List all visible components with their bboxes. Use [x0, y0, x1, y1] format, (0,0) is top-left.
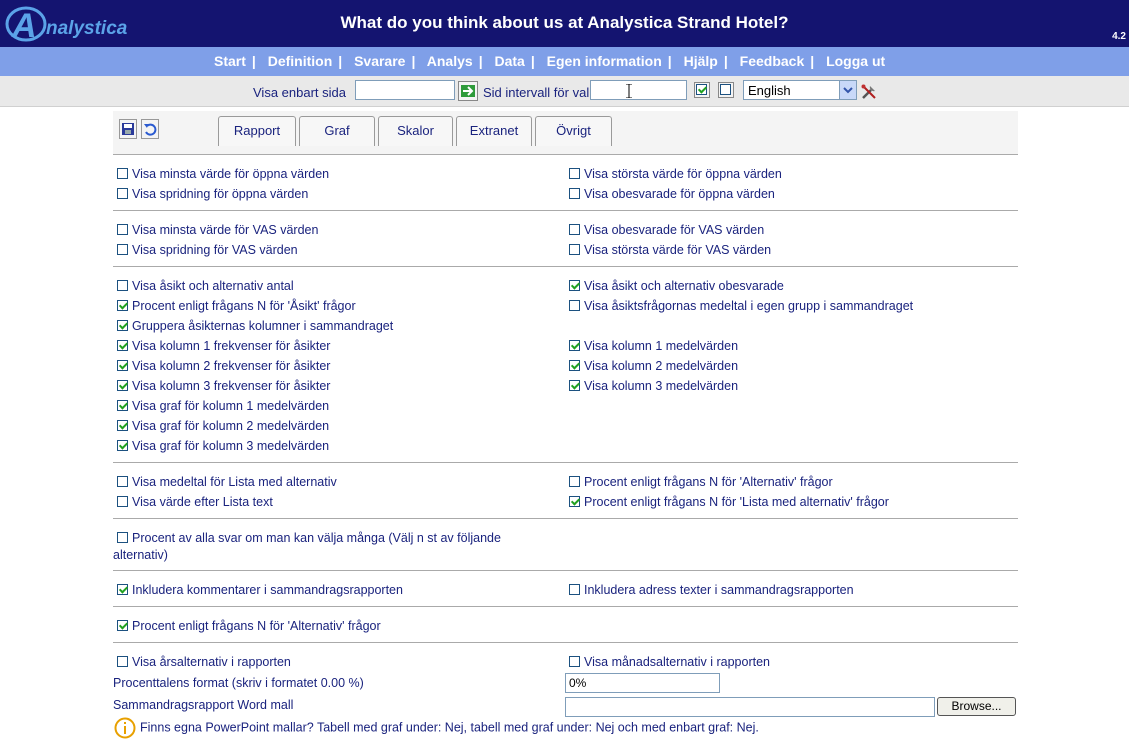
chevron-down-icon: [839, 81, 856, 99]
percent-format-input[interactable]: [565, 673, 720, 693]
undo-icon: [141, 119, 159, 139]
opt-open-unanswered[interactable]: Visa obesvarade för öppna värden: [569, 187, 775, 201]
tab-ovrigt[interactable]: Övrigt: [535, 116, 612, 146]
info-text: Finns egna PowerPoint mallar? Tabell med graf under: Nej, tabell med graf under: Nej och med enbart graf: Nej.: [140, 720, 759, 735]
interval-input[interactable]: [590, 80, 687, 100]
checkbox[interactable]: [117, 420, 128, 431]
word-template-input[interactable]: [565, 697, 935, 717]
checkbox[interactable]: [117, 496, 128, 507]
go-arrow-button[interactable]: [458, 81, 476, 101]
opt-opinion-count[interactable]: Visa åsikt och alternativ antal: [117, 279, 294, 293]
opt-opinion-percent[interactable]: Procent enligt frågans N för 'Åsikt' frågor: [117, 299, 356, 313]
section-divider: [113, 606, 1018, 607]
opt-col2-mean[interactable]: Visa kolumn 2 medelvärden: [569, 359, 738, 373]
checkbox[interactable]: [117, 168, 128, 179]
tab-extranet[interactable]: Extranet: [456, 116, 532, 146]
checkbox[interactable]: [569, 340, 580, 351]
checkbox[interactable]: [569, 496, 580, 507]
opt-open-spread[interactable]: Visa spridning för öppna värden: [117, 187, 308, 201]
opt-include-comments[interactable]: Inkludera kommentarer i sammandragsrapporten: [117, 583, 403, 597]
filter-toolbar: [0, 76, 1129, 107]
checkbox[interactable]: [117, 188, 128, 199]
section-divider: [113, 210, 1018, 211]
checkbox[interactable]: [117, 532, 128, 543]
section-divider: [113, 642, 1018, 643]
opt-col1-mean[interactable]: Visa kolumn 1 medelvärden: [569, 339, 738, 353]
text-cursor-icon: [626, 84, 632, 98]
checkbox[interactable]: [117, 280, 128, 291]
checkbox[interactable]: [569, 656, 580, 667]
browse-button[interactable]: Browse...: [937, 697, 1016, 716]
percent-format-label: Procenttalens format (skriv i formatet 0.00 %): [113, 676, 364, 690]
opt-year-alternatives[interactable]: Visa årsalternativ i rapporten: [117, 655, 291, 669]
checkbox[interactable]: [569, 360, 580, 371]
checkbox[interactable]: [569, 380, 580, 391]
checkbox[interactable]: [569, 244, 580, 255]
opt-col2-freq[interactable]: Visa kolumn 2 frekvenser för åsikter: [117, 359, 330, 373]
opt-vas-spread[interactable]: Visa spridning för VAS värden: [117, 243, 298, 257]
opt-group-columns[interactable]: Gruppera åsikternas kolumner i sammandraget: [117, 319, 393, 333]
toolbar-check-1-frame: [694, 82, 710, 98]
nav-links: Start | Definition | Svarare | Analys | Data | Egen information | Hjälp | Feedback | Logga ut: [214, 53, 886, 69]
checkbox[interactable]: [117, 360, 128, 371]
save-button[interactable]: [119, 119, 137, 139]
interval-label: Sid intervall för val: [483, 85, 590, 100]
nav-analys[interactable]: Analys: [426, 53, 473, 69]
checkbox[interactable]: [569, 168, 580, 179]
nav-egen-information[interactable]: Egen information: [546, 53, 662, 69]
opt-multi-percent-line2: alternativ): [113, 548, 168, 562]
toolbar-check-2-frame: [718, 82, 734, 98]
page-title: What do you think about us at Analystica Strand Hotel?: [340, 13, 789, 32]
opt-alt-percent-2[interactable]: Procent enligt frågans N för 'Alternativ' frågor: [117, 619, 381, 633]
tab-graf[interactable]: Graf: [299, 116, 375, 146]
undo-button[interactable]: [141, 119, 159, 139]
checkbox[interactable]: [117, 476, 128, 487]
opt-opinion-unanswered[interactable]: Visa åsikt och alternativ obesvarade: [569, 279, 784, 293]
opt-col1-freq[interactable]: Visa kolumn 1 frekvenser för åsikter: [117, 339, 330, 353]
opt-list-alt-percent[interactable]: Procent enligt frågans N för 'Lista med alternativ' frågor: [569, 495, 889, 509]
opt-graph-col1[interactable]: Visa graf för kolumn 1 medelvärden: [117, 399, 329, 413]
nav-definition[interactable]: Definition: [267, 53, 333, 69]
main-nav: [0, 47, 1129, 76]
version-label: 4.2: [1112, 31, 1126, 42]
opt-open-max[interactable]: Visa största värde för öppna värden: [569, 167, 782, 181]
section-divider: [113, 570, 1018, 571]
logo-text: nalystica: [46, 18, 128, 39]
checkbox[interactable]: [117, 320, 128, 331]
nav-logga-ut[interactable]: Logga ut: [826, 53, 886, 69]
opt-opinion-mean-group[interactable]: Visa åsiktsfrågornas medeltal i egen grupp i sammandraget: [569, 299, 913, 313]
checkbox[interactable]: [569, 476, 580, 487]
checkbox[interactable]: [117, 584, 128, 595]
tab-rapport[interactable]: Rapport: [218, 116, 296, 146]
section-divider: [113, 518, 1018, 519]
svg-text:A: A: [12, 7, 37, 44]
opt-vas-min[interactable]: Visa minsta värde för VAS värden: [117, 223, 318, 237]
nav-hjalp[interactable]: Hjälp: [683, 53, 718, 69]
header-bar: [0, 0, 1129, 47]
show-page-input[interactable]: [355, 80, 455, 100]
nav-start[interactable]: Start: [214, 53, 246, 69]
toolbar-check-1[interactable]: [696, 84, 707, 95]
opt-open-min[interactable]: Visa minsta värde för öppna värden: [117, 167, 329, 181]
opt-col3-mean[interactable]: Visa kolumn 3 medelvärden: [569, 379, 738, 393]
checkbox[interactable]: [117, 400, 128, 411]
tools-icon[interactable]: [860, 83, 878, 101]
opt-graph-col3[interactable]: Visa graf för kolumn 3 medelvärden: [117, 439, 329, 453]
checkbox[interactable]: [569, 280, 580, 291]
checkbox[interactable]: [117, 380, 128, 391]
opt-col3-freq[interactable]: Visa kolumn 3 frekvenser för åsikter: [117, 379, 330, 393]
checkbox[interactable]: [569, 300, 580, 311]
checkbox[interactable]: [117, 440, 128, 451]
language-select[interactable]: [743, 80, 857, 100]
opt-month-alternatives[interactable]: Visa månadsalternativ i rapporten: [569, 655, 770, 669]
checkbox[interactable]: [117, 300, 128, 311]
checkbox[interactable]: [117, 340, 128, 351]
tab-skalor[interactable]: Skalor: [378, 116, 453, 146]
nav-feedback[interactable]: Feedback: [739, 53, 805, 69]
checkbox[interactable]: [569, 224, 580, 235]
opt-include-address[interactable]: Inkludera adress texter i sammandragsrapporten: [569, 583, 854, 597]
opt-vas-unanswered[interactable]: Visa obesvarade för VAS värden: [569, 223, 764, 237]
toolbar-check-2[interactable]: [720, 84, 731, 95]
checkbox[interactable]: [117, 620, 128, 631]
powerpoint-info: [114, 717, 759, 739]
show-page-label: Visa enbart sida: [253, 85, 346, 100]
save-icon: [119, 119, 137, 139]
section-divider: [113, 462, 1018, 463]
checkbox[interactable]: [117, 244, 128, 255]
opt-vas-max[interactable]: Visa största värde för VAS värden: [569, 243, 771, 257]
opt-alt-percent[interactable]: Procent enligt frågans N för 'Alternativ' frågor: [569, 475, 833, 489]
section-divider: [113, 266, 1018, 267]
opt-list-value-after[interactable]: Visa värde efter Lista text: [117, 495, 273, 509]
language-value: English: [748, 83, 791, 98]
opt-multi-percent[interactable]: Procent av alla svar om man kan välja många (Välj n st av följande: [117, 531, 501, 545]
checkbox[interactable]: [569, 584, 580, 595]
checkbox[interactable]: [117, 656, 128, 667]
info-icon: [114, 717, 136, 739]
nav-svarare[interactable]: Svarare: [354, 53, 406, 69]
checkbox[interactable]: [117, 224, 128, 235]
nav-data[interactable]: Data: [494, 53, 525, 69]
arrow-right-icon: [458, 81, 478, 101]
checkbox[interactable]: [569, 188, 580, 199]
opt-graph-col2[interactable]: Visa graf för kolumn 2 medelvärden: [117, 419, 329, 433]
word-template-label: Sammandragsrapport Word mall: [113, 698, 294, 712]
opt-list-mean[interactable]: Visa medeltal för Lista med alternativ: [117, 475, 337, 489]
